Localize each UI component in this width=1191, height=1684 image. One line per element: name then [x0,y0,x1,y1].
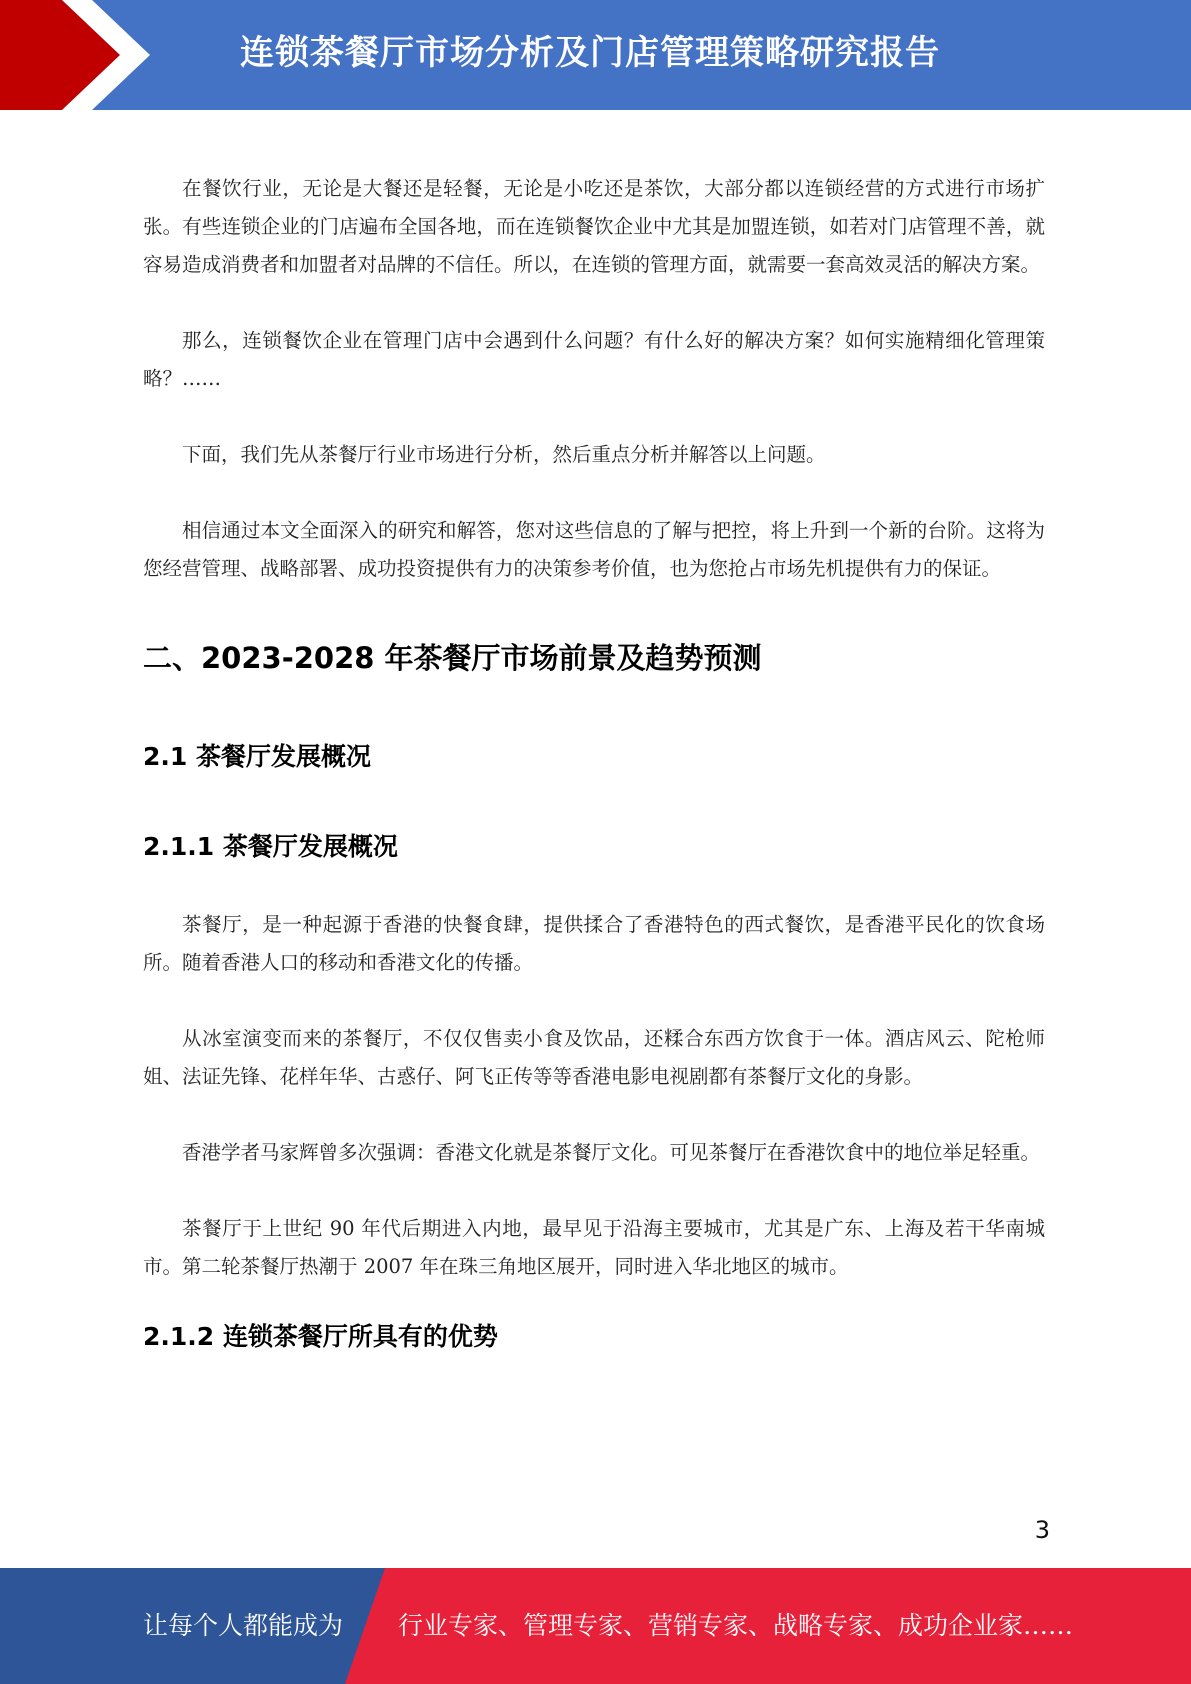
body-paragraph-2: 从冰室演变而来的茶餐厅，不仅仅售卖小食及饮品，还糅合东西方饮食于一体。酒店风云、陀枪师姐、法证先锋、花样年华、古惑仔、阿飞正传等等香港电影电视剧都有茶餐厅文化的身影。 [143,1027,1045,1088]
intro-paragraph-4: 相信通过本文全面深入的研究和解答，您对这些信息的了解与把控，将上升到一个新的台阶。这将为您经营管理、战略部署、成功投资提供有力的决策参考价值，也为您抢占市场先机提供有力的保证。 [143,519,1045,580]
page-footer [0,1568,1191,1684]
page-number: 3 [1034,1516,1050,1544]
report-title: 连锁茶餐厅市场分析及门店管理策略研究报告 [240,33,940,73]
intro-paragraph-1: 在餐饮行业，无论是大餐还是轻餐，无论是小吃还是茶饮，大部分都以连锁经营的方式进行市场扩张。有些连锁企业的门店遍布全国各地，而在连锁餐饮企业中尤其是加盟连锁，如若对门店管理不善，就容易造成消费者和加盟者对品牌的不信任。所以，在连锁的管理方面，就需要一套高效灵活的解决方案。 [143,177,1045,276]
body-paragraph-3: 香港学者马家辉曾多次强调：香港文化就是茶餐厅文化。可见茶餐厅在香港饮食中的地位举足轻重。 [182,1141,1041,1164]
page-header [0,0,1191,110]
header-arrow-decoration [0,0,160,110]
subsubsection-heading-1: 2.1.1 茶餐厅发展概况 [143,832,398,861]
intro-paragraph-3: 下面，我们先从茶餐厅行业市场进行分析，然后重点分析并解答以上问题。 [182,443,826,466]
main-content [143,170,1045,1356]
section-heading: 二、2023-2028 年茶餐厅市场前景及趋势预测 [143,641,762,675]
body-paragraph-1: 茶餐厅，是一种起源于香港的快餐食肆，提供揉合了香港特色的西式餐饮，是香港平民化的饮食场所。随着香港人口的移动和香港文化的传播。 [143,913,1045,974]
footer-slogan-left: 让每个人都能成为 [143,1611,344,1640]
body-paragraph-4: 茶餐厅于上世纪 90 年代后期进入内地，最早见于沿海主要城市，尤其是广东、上海及若干华南城市。第二轮茶餐厅热潮于 2007 年在珠三角地区展开，同时进入华北地区的城市。 [143,1217,1045,1278]
intro-paragraph-2: 那么，连锁餐饮企业在管理门店中会遇到什么问题？有什么好的解决方案？如何实施精细化管理策略？…… [143,329,1045,390]
subsubsection-heading-2: 2.1.2 连锁茶餐厅所具有的优势 [143,1322,498,1351]
subsection-heading: 2.1 茶餐厅发展概况 [143,742,371,771]
footer-slogan-right: 行业专家、管理专家、营销专家、战略专家、成功企业家…… [398,1611,1074,1640]
